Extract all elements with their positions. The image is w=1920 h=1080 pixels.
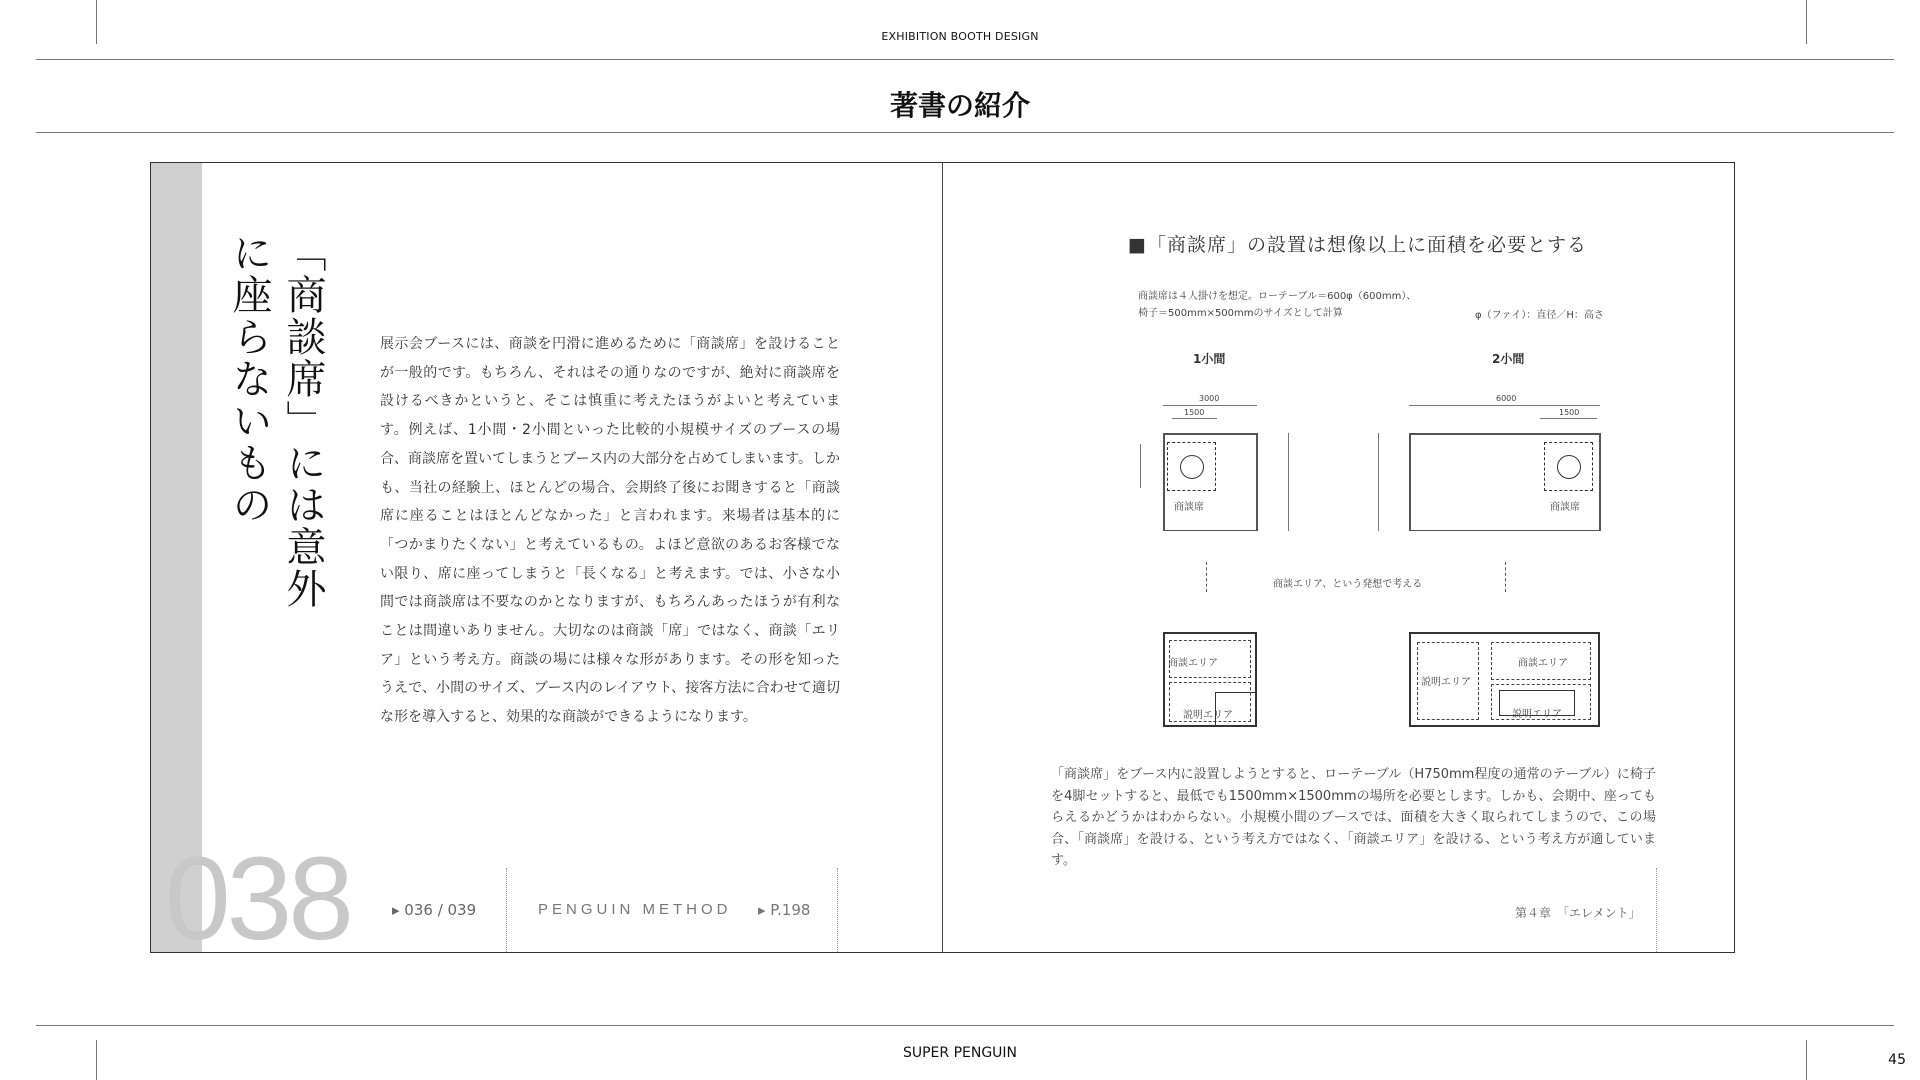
- section-number: 038: [165, 833, 350, 965]
- dimension-label: 1500: [1184, 408, 1205, 417]
- figure-caption: 「商談席」をブース内に設置しようとすると、ローテーブル（H750mm程度の通常のテーブル）に椅子を4脚セットすると、最低でも1500mm×1500mmの場所を必要とします。しかも、会期中、座ってもらえるかどうかはわからない。小規模小間のブースでは、面積を大きく取られてしまうので、この場合、「商談席」を設ける、という考え方ではなく、「商談エリア」を設ける、という考え方が適しています。: [1051, 767, 1656, 868]
- header-rule: [36, 59, 1894, 60]
- figure-note: 椅子＝500mm×500mmのサイズとして計算: [1138, 308, 1343, 319]
- footer-rule: [36, 1025, 1894, 1026]
- booth-outline: [1409, 433, 1411, 531]
- label-1koma: 1小間: [1193, 352, 1226, 366]
- dotted-divider: [506, 868, 507, 952]
- dimension-line: [1172, 418, 1217, 419]
- dimension-label: 6000: [1496, 394, 1517, 403]
- dimension-label: 3000: [1199, 394, 1220, 403]
- method-label: PENGUIN METHOD: [538, 901, 732, 918]
- booth-outline: [1409, 433, 1601, 435]
- area-label: 説明エリア: [1512, 709, 1562, 720]
- dimension-line: [1540, 418, 1597, 419]
- footer-title: SUPER PENGUIN: [902, 1045, 1018, 1061]
- booth-outline: [1409, 530, 1601, 531]
- dimension-line: [1140, 444, 1141, 488]
- page-title: 著書の紹介: [889, 89, 1030, 122]
- booth-outline: [1256, 433, 1258, 531]
- table-label: 商談席: [1550, 502, 1580, 513]
- chapter-label: 第４章 「エレメント」: [1515, 906, 1641, 920]
- booth-outline: [1163, 530, 1258, 531]
- dimension-line: [1288, 433, 1289, 531]
- arrow-down-icon: [1505, 562, 1506, 592]
- booth-outline: [1163, 433, 1165, 531]
- header-title: EXHIBITION BOOTH DESIGN: [881, 30, 1039, 43]
- dimension-line: [1409, 405, 1600, 406]
- arrow-label: 商談エリア、という発想で考える: [1273, 579, 1423, 590]
- dotted-divider: [1656, 868, 1657, 952]
- area-label: 商談エリア: [1518, 658, 1568, 669]
- page-range: ▸ 036 / 039: [392, 901, 477, 919]
- booth-outline: [1599, 433, 1601, 531]
- area-label: 説明エリア: [1421, 677, 1471, 688]
- table-icon: [1544, 442, 1593, 491]
- page-number: 45: [1888, 1052, 1906, 1068]
- dimension-line: [1378, 433, 1379, 531]
- chapter-heading: 「商談席」には意外に座らないもの: [226, 232, 326, 610]
- figure-note-legend: φ（ファイ）：直径／H：高さ: [1475, 310, 1604, 321]
- title-rule: [36, 132, 1894, 133]
- figure-note: 商談席は４人掛けを想定。ローテーブル＝600φ（600mm）、: [1138, 291, 1417, 302]
- spread-gutter: [942, 162, 943, 953]
- method-page: ▸ P.198: [758, 901, 811, 919]
- figure-heading: ■「商談席」の設置は想像以上に面積を必要とする: [1128, 234, 1587, 256]
- area-label: 説明エリア: [1183, 710, 1233, 721]
- label-2koma: 2小間: [1492, 352, 1525, 366]
- body-text: 展示会ブースには、商談を円滑に進めるために「商談席」を設けることが一般的です。もちろん、それはその通りなのですが、絶対に商談席を設けるべきかというと、そこは慎重に考えたほうがよいと考えています。例えば、1小間・2小間といった比較的小規模サイズのブースの場合、商談席を置いてしまうとブース内の大部分を占めてしまいます。しかも、当社の経験上、ほとんどの場合、会期終了後にお聞きすると「商談席に座ることはほとんどなかった」と言われます。来場者は基本的に「つかまりたくない」と考えているもの。よほど意欲のあるお客様でない限り、席に座ってしまうと「長くなる」と考えます。では、小さな小間では商談席は不要なのかとなりますが、もちろんあったほうが有利なことは間違いありません。大切なのは商談「席」ではなく、商談「エリア」という考え方。商談の場には様々な形があります。その形を知ったうえで、小間のサイズ、ブース内のレイアウト、接客方法に合わせて適切な形を導入すると、効果的な商談ができるようになります。: [380, 336, 840, 726]
- area-label: 商談エリア: [1168, 658, 1218, 669]
- arrow-down-icon: [1206, 562, 1207, 592]
- booth-outline: [1163, 433, 1258, 435]
- dimension-label: 1500: [1559, 408, 1580, 417]
- dimension-line: [1163, 405, 1257, 406]
- dotted-divider: [837, 868, 838, 952]
- table-label: 商談席: [1174, 502, 1204, 513]
- table-icon: [1167, 442, 1216, 491]
